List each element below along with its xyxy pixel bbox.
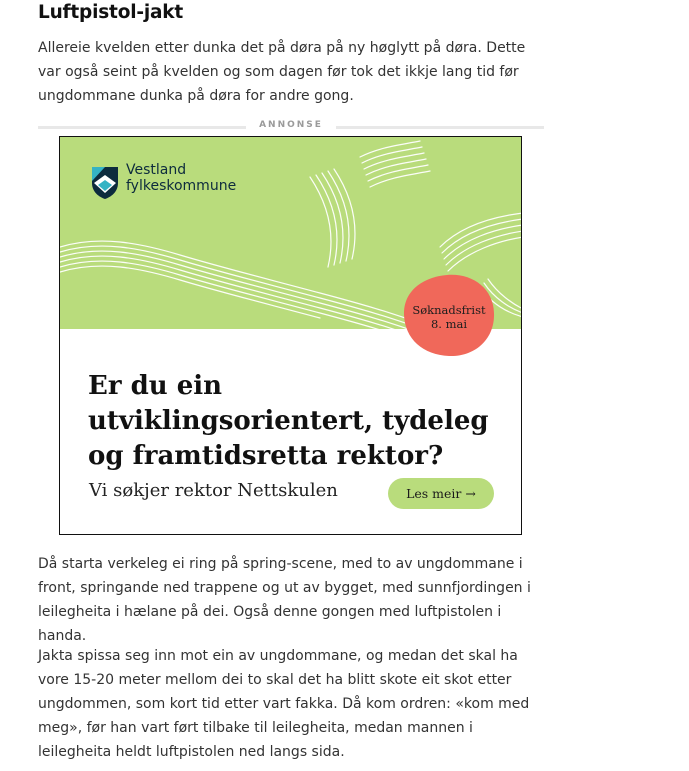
arrow-right-icon: →: [465, 486, 476, 501]
deadline-label: Søknadsfrist: [412, 303, 486, 317]
read-more-label: Les meir: [406, 486, 462, 501]
advertiser-logo-text: [126, 162, 236, 194]
advertisement-banner[interactable]: [59, 136, 522, 535]
section-heading: Luftpistol-jakt: [38, 2, 183, 23]
deadline-badge-text: [403, 303, 495, 331]
shield-logo-icon: [92, 167, 118, 199]
advertiser-name-line1: Vestland: [126, 162, 187, 178]
article-paragraph-2: Då starta verkeleg ei ring på spring-scene, med to av ungdommane i front, springande ned trappene og ut av bygget, med sunnfjordingen i leilegheita i hælane på dei. Også denne gongen med luftpistolen i handa.: [38, 556, 531, 644]
article-paragraph-1: Allereie kvelden etter dunka det på døra på ny høglytt på døra. Dette var også seint på kvelden og som dagen før tok det ikkje lang tid før ungdommane dunka på døra for andre gong.: [38, 40, 526, 104]
ad-separator: [38, 120, 544, 134]
ad-subline: Vi søkjer rektor Nettskulen: [89, 480, 338, 501]
advertiser-name-line2: fylkeskommune: [126, 178, 237, 194]
ad-headline: Er du ein utviklingsorientert, tydeleg og framtidsretta rektor?: [88, 371, 489, 471]
deadline-date: 8. mai: [430, 317, 468, 331]
read-more-button[interactable]: [388, 478, 494, 509]
ad-label: ANNONSE: [259, 120, 323, 130]
article-paragraph-3: Jakta spissa seg inn mot ein av ungdommane, og medan det skal ha vore 15-20 meter mellom dei to skal det ha blitt skote eit skot etter ungdommen, som kort tid etter vart fakka. Då kom ordren: «kom med meg», før han vart ført tilbake til leilegheita, medan mannen i leilegheita heldt luftpistolen ned langs sida.: [38, 648, 530, 760]
